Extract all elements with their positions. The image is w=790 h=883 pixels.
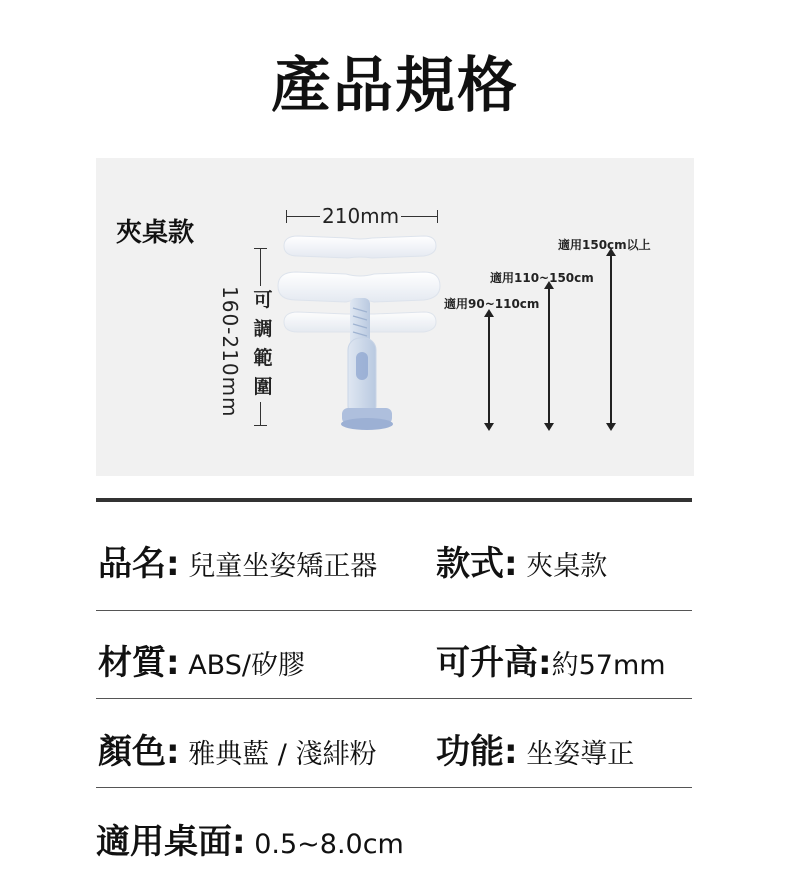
arrow-label-2: 適用110~150cm [490,271,594,285]
middle-pad [278,272,440,302]
height-dimension-number: 160-210mm [218,286,242,418]
type-label: 夾桌款 [116,218,195,248]
adjust-button [356,352,368,380]
section-divider [96,498,692,502]
product-image-panel [96,158,694,476]
spec-function: 功能: 坐姿導正 [436,732,635,772]
arrow-label-1: 適用90~110cm [444,297,540,311]
arrow-1 [488,316,490,424]
spec-lift: 可升高:約57mm [436,643,666,683]
width-dimension [286,204,438,228]
row-divider [96,610,692,611]
posture-corrector-illustration [276,228,446,438]
arrow-2 [548,288,550,424]
spec-style: 款式: 夾桌款 [436,544,608,584]
height-dimension-label: 可調範圍 [250,286,276,402]
row-divider [96,787,692,788]
page-title: 產品規格 [271,51,519,121]
spec-desk: 適用桌面: 0.5~8.0cm [96,822,404,862]
arrow-label-3: 適用150cm以上 [558,238,651,252]
top-pad [284,236,436,258]
row-divider [96,698,692,699]
width-dimension-label: 210mm [322,204,400,228]
arrow-3 [610,255,612,424]
spec-material: 材質: ABS/矽膠 [98,643,305,683]
spec-name: 品名: 兒童坐姿矯正器 [98,544,378,584]
spec-color: 顏色: 雅典藍 / 淺緋粉 [98,732,377,772]
